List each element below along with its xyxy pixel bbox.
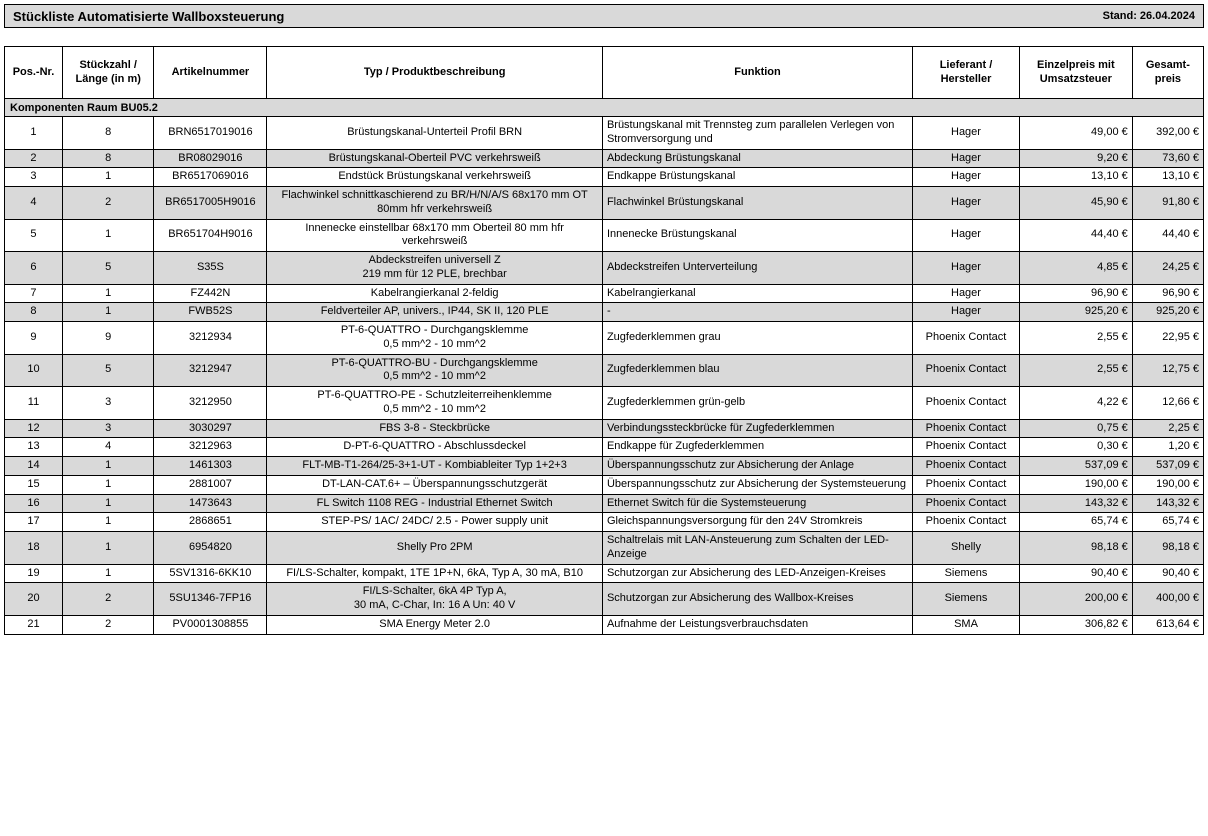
cell-type-description: DT-LAN-CAT.6+ – Überspannungsschutzgerät xyxy=(267,475,603,494)
section-label: Komponenten Raum BU05.2 xyxy=(5,99,1204,117)
table-row xyxy=(5,513,1204,532)
cell-quantity: 1 xyxy=(62,284,154,303)
cell-function: Verbindungssteckbrücke für Zugfederklemmen xyxy=(602,419,912,438)
table-row xyxy=(5,475,1204,494)
cell-pos: 14 xyxy=(5,457,63,476)
cell-quantity: 1 xyxy=(62,513,154,532)
cell-pos: 11 xyxy=(5,387,63,420)
cell-type-description: FI/LS-Schalter, 6kA 4P Typ A, 30 mA, C-Char, In: 16 A Un: 40 V xyxy=(267,583,603,616)
column-header-pos: Pos.-Nr. xyxy=(5,47,63,99)
cell-unit-price: 537,09 € xyxy=(1019,457,1132,476)
cell-unit-price: 65,74 € xyxy=(1019,513,1132,532)
header-row xyxy=(5,47,1204,99)
cell-unit-price: 0,75 € xyxy=(1019,419,1132,438)
cell-article-number: 1461303 xyxy=(154,457,267,476)
table-row xyxy=(5,387,1204,420)
table-row xyxy=(5,168,1204,187)
cell-unit-price: 9,20 € xyxy=(1019,149,1132,168)
cell-unit-price: 200,00 € xyxy=(1019,583,1132,616)
cell-unit-price: 45,90 € xyxy=(1019,187,1132,220)
cell-article-number: BR6517069016 xyxy=(154,168,267,187)
cell-function: Schutzorgan zur Absicherung des Wallbox-Kreises xyxy=(602,583,912,616)
cell-unit-price: 306,82 € xyxy=(1019,615,1132,634)
cell-article-number: 3212963 xyxy=(154,438,267,457)
cell-supplier: Shelly xyxy=(913,532,1020,565)
cell-type-description: FLT-MB-T1-264/25-3+1-UT - Kombiableiter Typ 1+2+3 xyxy=(267,457,603,476)
cell-function: Abdeckung Brüstungskanal xyxy=(602,149,912,168)
cell-supplier: Phoenix Contact xyxy=(913,419,1020,438)
cell-pos: 12 xyxy=(5,419,63,438)
cell-quantity: 4 xyxy=(62,438,154,457)
cell-quantity: 3 xyxy=(62,387,154,420)
cell-supplier: Phoenix Contact xyxy=(913,438,1020,457)
cell-quantity: 1 xyxy=(62,303,154,322)
cell-quantity: 1 xyxy=(62,494,154,513)
cell-unit-price: 925,20 € xyxy=(1019,303,1132,322)
cell-pos: 13 xyxy=(5,438,63,457)
document-date: Stand: 26.04.2024 xyxy=(1102,10,1195,22)
cell-article-number: 2881007 xyxy=(154,475,267,494)
cell-total-price: 190,00 € xyxy=(1132,475,1203,494)
cell-supplier: Hager xyxy=(913,219,1020,252)
cell-unit-price: 0,30 € xyxy=(1019,438,1132,457)
cell-unit-price: 44,40 € xyxy=(1019,219,1132,252)
cell-function: Endkappe für Zugfederklemmen xyxy=(602,438,912,457)
cell-quantity: 1 xyxy=(62,168,154,187)
cell-article-number: FWB52S xyxy=(154,303,267,322)
table-row xyxy=(5,252,1204,285)
cell-unit-price: 190,00 € xyxy=(1019,475,1132,494)
cell-type-description: Endstück Brüstungskanal verkehrsweiß xyxy=(267,168,603,187)
cell-article-number: 2868651 xyxy=(154,513,267,532)
cell-function: Zugfederklemmen blau xyxy=(602,354,912,387)
table-row xyxy=(5,322,1204,355)
cell-article-number: PV0001308855 xyxy=(154,615,267,634)
cell-article-number: BR651704H9016 xyxy=(154,219,267,252)
cell-type-description: FBS 3-8 - Steckbrücke xyxy=(267,419,603,438)
column-header-unit-price: Einzelpreis mit Umsatzsteuer xyxy=(1019,47,1132,99)
cell-pos: 6 xyxy=(5,252,63,285)
cell-type-description: D-PT-6-QUATTRO - Abschlussdeckel xyxy=(267,438,603,457)
cell-pos: 16 xyxy=(5,494,63,513)
column-header-total-price: Gesamt-preis xyxy=(1132,47,1203,99)
cell-quantity: 8 xyxy=(62,117,154,150)
cell-total-price: 925,20 € xyxy=(1132,303,1203,322)
cell-unit-price: 143,32 € xyxy=(1019,494,1132,513)
cell-function: - xyxy=(602,303,912,322)
cell-supplier: Hager xyxy=(913,252,1020,285)
table-row xyxy=(5,583,1204,616)
cell-pos: 5 xyxy=(5,219,63,252)
cell-function: Schaltrelais mit LAN-Ansteuerung zum Schalten der LED-Anzeige xyxy=(602,532,912,565)
cell-quantity: 2 xyxy=(62,187,154,220)
cell-total-price: 73,60 € xyxy=(1132,149,1203,168)
cell-unit-price: 4,22 € xyxy=(1019,387,1132,420)
cell-supplier: Hager xyxy=(913,149,1020,168)
table-row xyxy=(5,494,1204,513)
cell-supplier: Phoenix Contact xyxy=(913,387,1020,420)
cell-supplier: Hager xyxy=(913,187,1020,220)
cell-pos: 1 xyxy=(5,117,63,150)
table-row xyxy=(5,615,1204,634)
page-title: Stückliste Automatisierte Wallboxsteuerung xyxy=(13,8,285,24)
cell-quantity: 1 xyxy=(62,564,154,583)
cell-unit-price: 2,55 € xyxy=(1019,354,1132,387)
cell-supplier: SMA xyxy=(913,615,1020,634)
cell-total-price: 91,80 € xyxy=(1132,187,1203,220)
cell-supplier: Phoenix Contact xyxy=(913,475,1020,494)
cell-total-price: 44,40 € xyxy=(1132,219,1203,252)
cell-article-number: 1473643 xyxy=(154,494,267,513)
cell-total-price: 537,09 € xyxy=(1132,457,1203,476)
cell-total-price: 98,18 € xyxy=(1132,532,1203,565)
cell-quantity: 8 xyxy=(62,149,154,168)
cell-quantity: 1 xyxy=(62,219,154,252)
cell-quantity: 3 xyxy=(62,419,154,438)
cell-function: Zugfederklemmen grau xyxy=(602,322,912,355)
cell-supplier: Hager xyxy=(913,284,1020,303)
cell-supplier: Siemens xyxy=(913,583,1020,616)
cell-type-description: Feldverteiler AP, univers., IP44, SK II, 120 PLE xyxy=(267,303,603,322)
cell-article-number: BR6517005H9016 xyxy=(154,187,267,220)
cell-unit-price: 13,10 € xyxy=(1019,168,1132,187)
cell-function: Abdeckstreifen Unterverteilung xyxy=(602,252,912,285)
cell-article-number: 3212947 xyxy=(154,354,267,387)
document-title-bar xyxy=(4,4,1204,28)
cell-type-description: Brüstungskanal-Unterteil Profil BRN xyxy=(267,117,603,150)
cell-supplier: Phoenix Contact xyxy=(913,513,1020,532)
cell-supplier: Phoenix Contact xyxy=(913,322,1020,355)
cell-unit-price: 98,18 € xyxy=(1019,532,1132,565)
cell-supplier: Phoenix Contact xyxy=(913,354,1020,387)
cell-type-description: Brüstungskanal-Oberteil PVC verkehrsweiß xyxy=(267,149,603,168)
cell-article-number: S35S xyxy=(154,252,267,285)
cell-type-description: PT-6-QUATTRO - Durchgangsklemme 0,5 mm^2 - 10 mm^2 xyxy=(267,322,603,355)
cell-pos: 19 xyxy=(5,564,63,583)
cell-article-number: BRN6517019016 xyxy=(154,117,267,150)
cell-supplier: Phoenix Contact xyxy=(913,494,1020,513)
cell-quantity: 5 xyxy=(62,252,154,285)
cell-quantity: 1 xyxy=(62,475,154,494)
column-header-article-number: Artikelnummer xyxy=(154,47,267,99)
table-row xyxy=(5,303,1204,322)
column-header-function: Funktion xyxy=(602,47,912,99)
cell-function: Aufnahme der Leistungsverbrauchsdaten xyxy=(602,615,912,634)
cell-quantity: 5 xyxy=(62,354,154,387)
cell-total-price: 13,10 € xyxy=(1132,168,1203,187)
table-body xyxy=(5,99,1204,635)
cell-type-description: PT-6-QUATTRO-PE - Schutzleiterreihenklemme 0,5 mm^2 - 10 mm^2 xyxy=(267,387,603,420)
cell-total-price: 12,66 € xyxy=(1132,387,1203,420)
table-row xyxy=(5,219,1204,252)
cell-article-number: 3212950 xyxy=(154,387,267,420)
cell-type-description: SMA Energy Meter 2.0 xyxy=(267,615,603,634)
document-page xyxy=(0,4,1208,836)
cell-function: Überspannungsschutz zur Absicherung der Systemsteuerung xyxy=(602,475,912,494)
cell-unit-price: 4,85 € xyxy=(1019,252,1132,285)
cell-total-price: 2,25 € xyxy=(1132,419,1203,438)
cell-supplier: Siemens xyxy=(913,564,1020,583)
cell-pos: 20 xyxy=(5,583,63,616)
cell-function: Ethernet Switch für die Systemsteuerung xyxy=(602,494,912,513)
table-row xyxy=(5,564,1204,583)
cell-pos: 9 xyxy=(5,322,63,355)
table-row xyxy=(5,457,1204,476)
cell-total-price: 65,74 € xyxy=(1132,513,1203,532)
cell-article-number: 3030297 xyxy=(154,419,267,438)
cell-pos: 18 xyxy=(5,532,63,565)
cell-pos: 4 xyxy=(5,187,63,220)
cell-pos: 17 xyxy=(5,513,63,532)
cell-quantity: 9 xyxy=(62,322,154,355)
cell-total-price: 1,20 € xyxy=(1132,438,1203,457)
cell-type-description: STEP-PS/ 1AC/ 24DC/ 2.5 - Power supply unit xyxy=(267,513,603,532)
cell-unit-price: 96,90 € xyxy=(1019,284,1132,303)
cell-article-number: 5SV1316-6KK10 xyxy=(154,564,267,583)
cell-type-description: Kabelrangierkanal 2-feldig xyxy=(267,284,603,303)
cell-function: Innenecke Brüstungskanal xyxy=(602,219,912,252)
cell-unit-price: 2,55 € xyxy=(1019,322,1132,355)
cell-total-price: 12,75 € xyxy=(1132,354,1203,387)
cell-pos: 7 xyxy=(5,284,63,303)
cell-function: Zugfederklemmen grün-gelb xyxy=(602,387,912,420)
table-row xyxy=(5,438,1204,457)
cell-pos: 10 xyxy=(5,354,63,387)
table-row xyxy=(5,419,1204,438)
cell-article-number: 3212934 xyxy=(154,322,267,355)
cell-function: Gleichspannungsversorgung für den 24V Stromkreis xyxy=(602,513,912,532)
column-header-type-description: Typ / Produktbeschreibung xyxy=(267,47,603,99)
cell-quantity: 2 xyxy=(62,615,154,634)
cell-function: Schutzorgan zur Absicherung des LED-Anzeigen-Kreises xyxy=(602,564,912,583)
table-header xyxy=(5,47,1204,99)
cell-supplier: Hager xyxy=(913,303,1020,322)
cell-pos: 2 xyxy=(5,149,63,168)
cell-supplier: Phoenix Contact xyxy=(913,457,1020,476)
cell-quantity: 1 xyxy=(62,457,154,476)
cell-pos: 3 xyxy=(5,168,63,187)
cell-type-description: Abdeckstreifen universell Z 219 mm für 12 PLE, brechbar xyxy=(267,252,603,285)
cell-article-number: 6954820 xyxy=(154,532,267,565)
cell-supplier: Hager xyxy=(913,168,1020,187)
cell-type-description: Flachwinkel schnittkaschierend zu BR/H/N/A/S 68x170 mm OT 80mm hfr verkehrsweiß xyxy=(267,187,603,220)
table-row xyxy=(5,532,1204,565)
cell-total-price: 90,40 € xyxy=(1132,564,1203,583)
cell-type-description: Shelly Pro 2PM xyxy=(267,532,603,565)
cell-function: Kabelrangierkanal xyxy=(602,284,912,303)
table-row xyxy=(5,354,1204,387)
cell-unit-price: 49,00 € xyxy=(1019,117,1132,150)
column-header-supplier: Lieferant / Hersteller xyxy=(913,47,1020,99)
cell-quantity: 2 xyxy=(62,583,154,616)
table-row xyxy=(5,187,1204,220)
cell-type-description: PT-6-QUATTRO-BU - Durchgangsklemme 0,5 mm^2 - 10 mm^2 xyxy=(267,354,603,387)
column-header-quantity: Stückzahl / Länge (in m) xyxy=(62,47,154,99)
cell-article-number: 5SU1346-7FP16 xyxy=(154,583,267,616)
cell-function: Endkappe Brüstungskanal xyxy=(602,168,912,187)
cell-function: Überspannungsschutz zur Absicherung der Anlage xyxy=(602,457,912,476)
cell-article-number: FZ442N xyxy=(154,284,267,303)
cell-type-description: FI/LS-Schalter, kompakt, 1TE 1P+N, 6kA, Typ A, 30 mA, B10 xyxy=(267,564,603,583)
cell-total-price: 392,00 € xyxy=(1132,117,1203,150)
bill-of-materials-table xyxy=(4,46,1204,635)
cell-article-number: BR08029016 xyxy=(154,149,267,168)
cell-function: Brüstungskanal mit Trennsteg zum parallelen Verlegen von Stromversorgung und xyxy=(602,117,912,150)
cell-total-price: 613,64 € xyxy=(1132,615,1203,634)
cell-pos: 15 xyxy=(5,475,63,494)
cell-quantity: 1 xyxy=(62,532,154,565)
cell-function: Flachwinkel Brüstungskanal xyxy=(602,187,912,220)
cell-type-description: FL Switch 1108 REG - Industrial Ethernet Switch xyxy=(267,494,603,513)
table-row xyxy=(5,117,1204,150)
cell-type-description: Innenecke einstellbar 68x170 mm Oberteil 80 mm hfr verkehrsweiß xyxy=(267,219,603,252)
cell-total-price: 400,00 € xyxy=(1132,583,1203,616)
title-table-spacer xyxy=(0,28,1208,46)
table-row xyxy=(5,149,1204,168)
cell-total-price: 22,95 € xyxy=(1132,322,1203,355)
cell-pos: 21 xyxy=(5,615,63,634)
section-row xyxy=(5,99,1204,117)
cell-unit-price: 90,40 € xyxy=(1019,564,1132,583)
table-row xyxy=(5,284,1204,303)
cell-pos: 8 xyxy=(5,303,63,322)
cell-supplier: Hager xyxy=(913,117,1020,150)
cell-total-price: 143,32 € xyxy=(1132,494,1203,513)
cell-total-price: 24,25 € xyxy=(1132,252,1203,285)
cell-total-price: 96,90 € xyxy=(1132,284,1203,303)
